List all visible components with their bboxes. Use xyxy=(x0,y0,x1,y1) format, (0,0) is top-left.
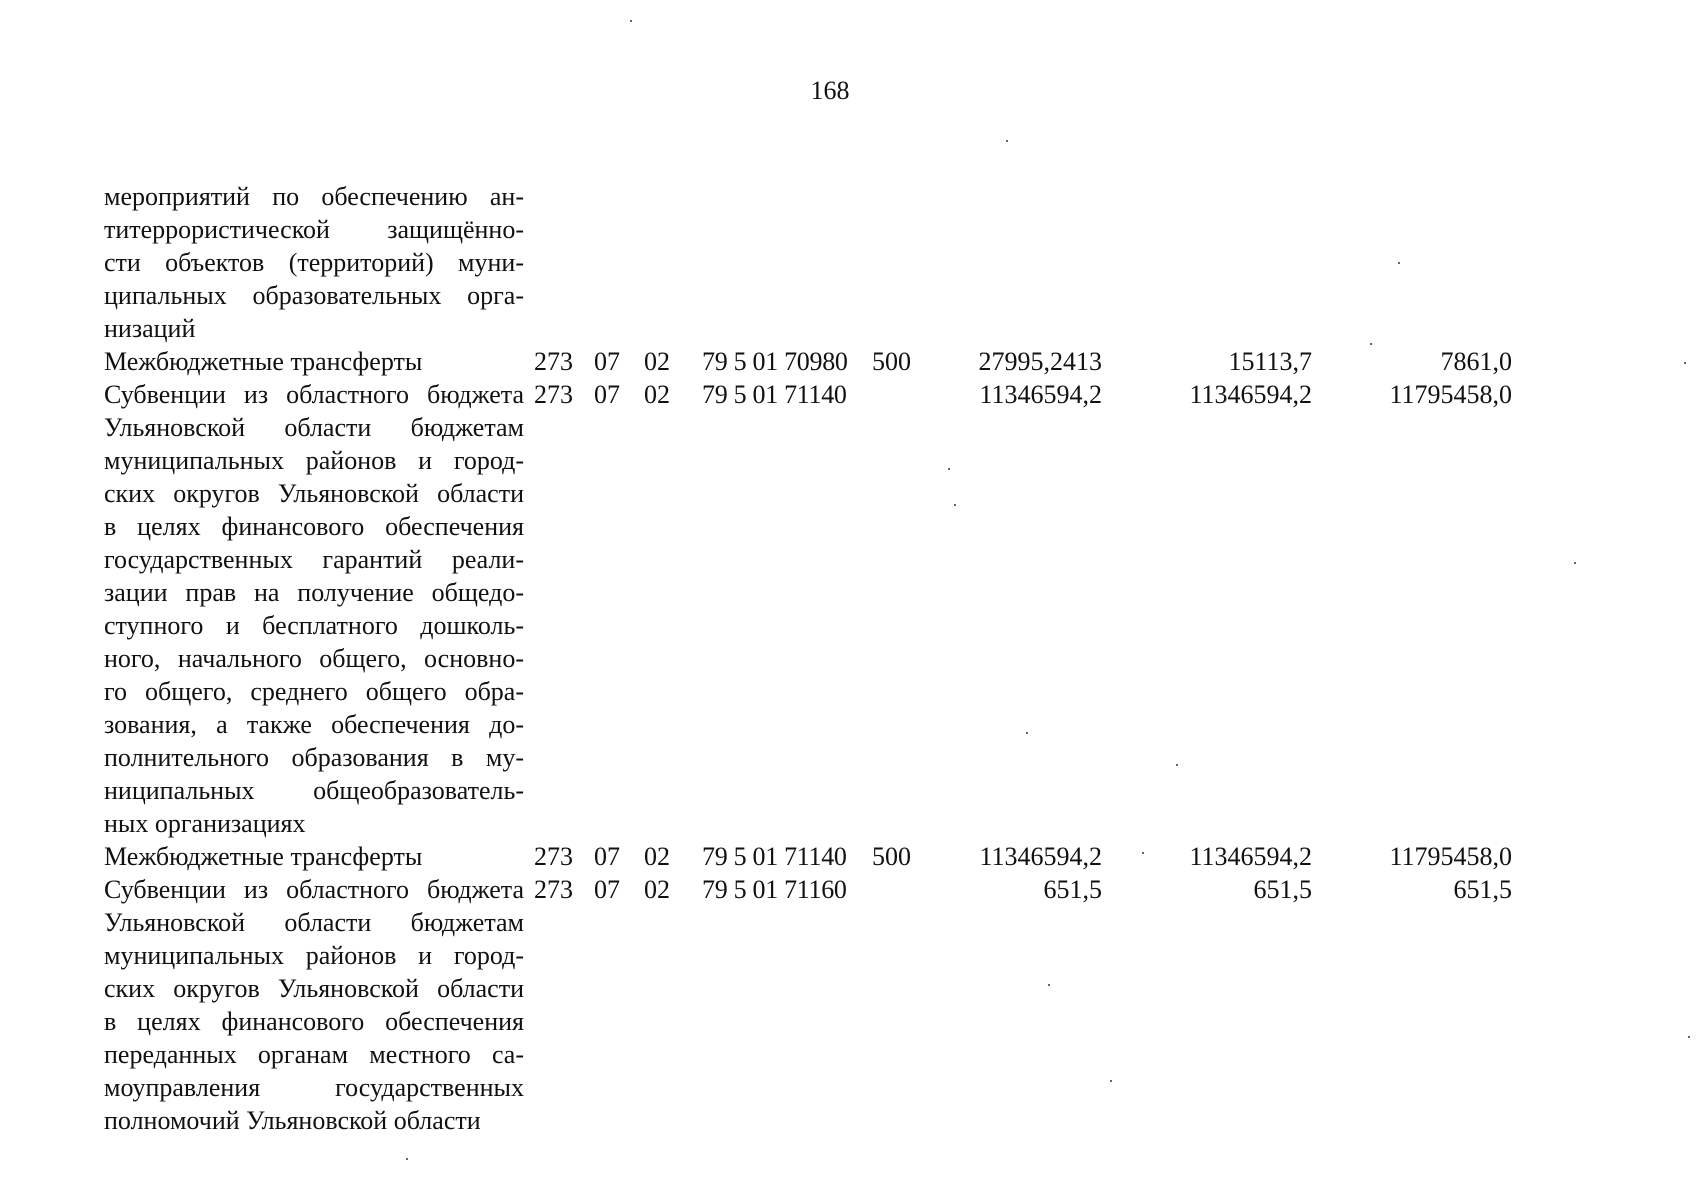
expense-type-code: 500 xyxy=(872,347,911,376)
row-name-line: зования, а также обеспечения до- xyxy=(104,710,524,739)
sum-year-1: 11346594,2 xyxy=(979,842,1102,871)
sum-year-2: 11346594,2 xyxy=(1189,380,1312,409)
vedomstvo-code: 273 xyxy=(534,875,573,904)
row-name-line: ских округов Ульяновской области xyxy=(104,479,524,508)
row-name-line: Субвенции из областного бюджета xyxy=(104,380,524,409)
podrazdel-code: 02 xyxy=(644,347,670,376)
expense-type-code: 500 xyxy=(872,842,911,871)
scan-speck xyxy=(1688,1036,1690,1038)
row-name-line: титеррористической защищённо- xyxy=(104,215,524,244)
scan-speck xyxy=(1006,140,1008,142)
sum-year-2: 15113,7 xyxy=(1228,347,1312,376)
razdel-code: 07 xyxy=(594,347,620,376)
scan-speck xyxy=(1684,362,1686,364)
page-number: 168 xyxy=(810,76,850,105)
target-article-code: 79 5 01 71140 xyxy=(702,380,847,409)
row-name xyxy=(104,180,524,345)
sum-year-3: 11795458,0 xyxy=(1389,380,1512,409)
row-name-line: полномочий Ульяновской области xyxy=(104,1106,481,1135)
row-name-line: Ульяновской области бюджетам xyxy=(104,413,524,442)
scan-speck xyxy=(948,468,950,470)
scan-speck xyxy=(1142,852,1144,854)
budget-table xyxy=(104,180,1604,1137)
sum-year-2: 11346594,2 xyxy=(1189,842,1312,871)
scan-speck xyxy=(406,1158,408,1160)
row-name-line: Межбюджетные трансферты xyxy=(104,842,423,871)
scan-speck xyxy=(1398,262,1400,264)
row-name-line: ного, начального общего, основно- xyxy=(104,644,524,673)
sum-year-3: 11795458,0 xyxy=(1389,842,1512,871)
sum-year-1: 651,5 xyxy=(1043,875,1102,904)
row-name xyxy=(104,840,524,873)
row-name-line: Ульяновской области бюджетам xyxy=(104,908,524,937)
podrazdel-code: 02 xyxy=(644,380,670,409)
vedomstvo-code: 273 xyxy=(534,347,573,376)
row-name-line: полнительного образования в му- xyxy=(104,743,524,772)
row-name-line: ступного и бесплатного дошколь- xyxy=(104,611,524,640)
vedomstvo-code: 273 xyxy=(534,842,573,871)
scan-speck xyxy=(630,20,632,22)
row-name-line: го общего, среднего общего обра- xyxy=(104,677,524,706)
table-row xyxy=(104,378,1604,840)
row-name-line: зации прав на получение общедо- xyxy=(104,578,524,607)
row-name-line: ских округов Ульяновской области xyxy=(104,974,524,1003)
row-name xyxy=(104,378,524,840)
scan-speck xyxy=(1026,732,1028,734)
razdel-code: 07 xyxy=(594,380,620,409)
row-name-line: сти объектов (территорий) муни- xyxy=(104,248,524,277)
sum-year-2: 651,5 xyxy=(1253,875,1312,904)
row-name-line: ципальных образовательных орга- xyxy=(104,281,524,310)
razdel-code: 07 xyxy=(594,842,620,871)
podrazdel-code: 02 xyxy=(644,875,670,904)
sum-year-1: 11346594,2 xyxy=(979,380,1102,409)
row-name-line: Субвенции из областного бюджета xyxy=(104,875,524,904)
sum-year-3: 651,5 xyxy=(1453,875,1512,904)
table-row xyxy=(104,180,1604,345)
target-article-code: 79 5 01 71160 xyxy=(702,875,847,904)
row-name xyxy=(104,873,524,1137)
razdel-code: 07 xyxy=(594,875,620,904)
scan-speck xyxy=(954,504,956,506)
table-row xyxy=(104,840,1604,873)
table-row xyxy=(104,345,1604,378)
sum-year-1: 27995,2413 xyxy=(978,347,1102,376)
row-name-line: муниципальных районов и город- xyxy=(104,446,524,475)
row-name-line: переданных органам местного са- xyxy=(104,1040,524,1069)
table-row xyxy=(104,873,1604,1137)
target-article-code: 79 5 01 71140 xyxy=(702,842,847,871)
row-name-line: в целях финансового обеспечения xyxy=(104,1007,524,1036)
row-name-line: ных организациях xyxy=(104,809,306,838)
row-name-line: в целях финансового обеспечения xyxy=(104,512,524,541)
podrazdel-code: 02 xyxy=(644,842,670,871)
scan-speck xyxy=(1574,562,1576,564)
row-name-line: Межбюджетные трансферты xyxy=(104,347,423,376)
scan-speck xyxy=(1110,1080,1112,1082)
row-name-line: ниципальных общеобразователь- xyxy=(104,776,524,805)
scan-speck xyxy=(1048,984,1050,986)
row-name-line: государственных гарантий реали- xyxy=(104,545,524,574)
sum-year-3: 7861,0 xyxy=(1440,347,1512,376)
vedomstvo-code: 273 xyxy=(534,380,573,409)
row-name xyxy=(104,345,524,378)
row-name-line: низаций xyxy=(104,314,196,343)
target-article-code: 79 5 01 70980 xyxy=(702,347,848,376)
scan-speck xyxy=(1370,343,1372,345)
scan-speck xyxy=(1176,764,1178,766)
row-name-line: моуправления государственных xyxy=(104,1073,524,1102)
row-name-line: мероприятий по обеспечению ан- xyxy=(104,182,524,211)
row-name-line: муниципальных районов и город- xyxy=(104,941,524,970)
